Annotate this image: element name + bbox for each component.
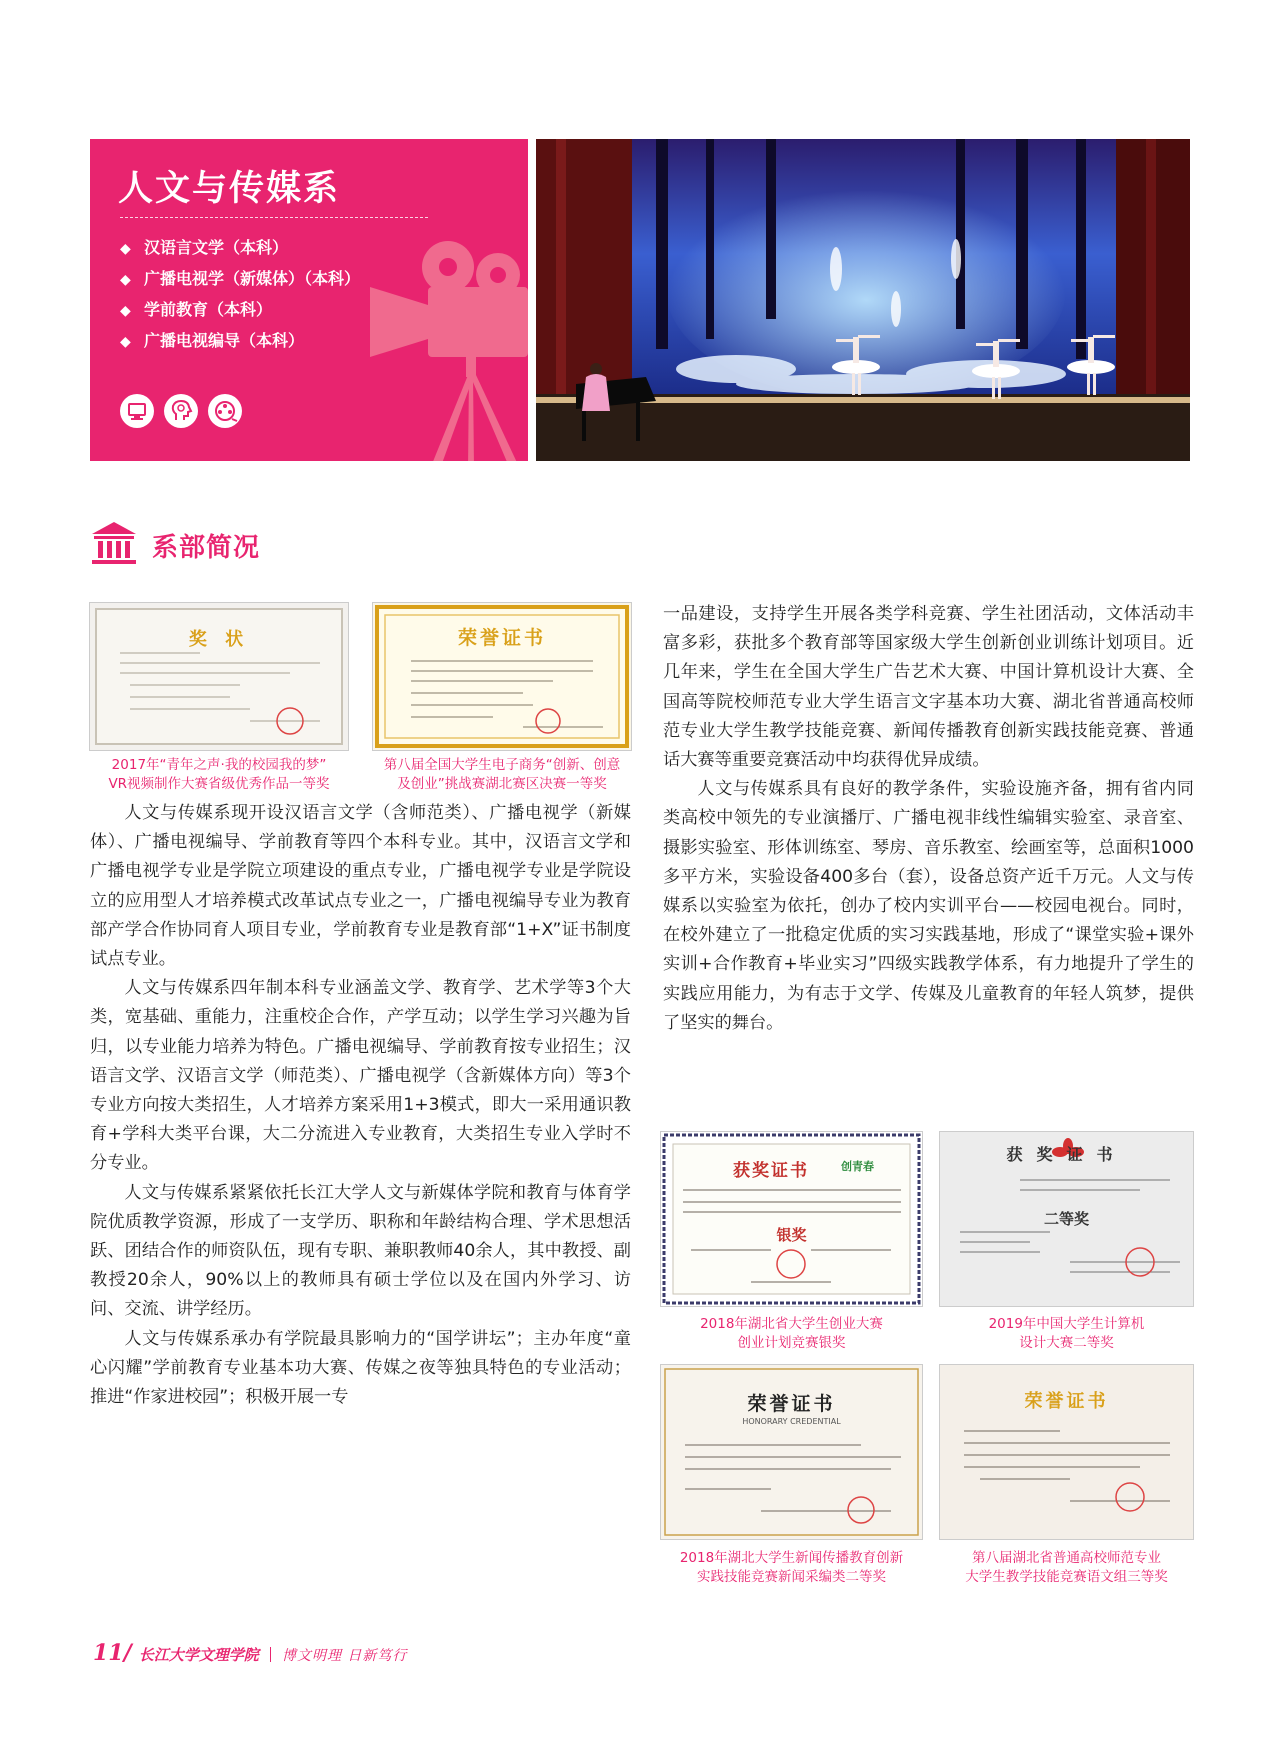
diamond-bullet-icon: ◆ bbox=[120, 272, 131, 288]
caption-line: 第八届湖北省普通高校师范专业 bbox=[972, 1550, 1161, 1566]
brand-badge: 创青春 bbox=[841, 1160, 874, 1173]
page-number: 11/ bbox=[93, 1640, 132, 1666]
certificate-subheading: HONORARY CREDENTIAL bbox=[742, 1417, 841, 1426]
film-camera-icon bbox=[370, 239, 528, 461]
caption-line: 设计大赛二等奖 bbox=[1019, 1335, 1114, 1351]
stage-performance-photo bbox=[536, 139, 1190, 461]
certificate-heading: 获奖证书 bbox=[1006, 1145, 1127, 1164]
school-motto: 博文明理 日新笃行 bbox=[281, 1648, 408, 1664]
certificate-caption bbox=[362, 756, 642, 794]
school-name: 长江大学文理学院 bbox=[138, 1646, 259, 1664]
certificate-image bbox=[661, 1365, 922, 1539]
department-banner bbox=[90, 139, 1190, 461]
certificate-image bbox=[940, 1365, 1193, 1539]
certificate-image bbox=[940, 1132, 1193, 1306]
major-item bbox=[120, 325, 360, 356]
title-divider bbox=[120, 217, 428, 218]
certificate-caption bbox=[928, 1315, 1205, 1353]
film-reel-icon bbox=[208, 394, 242, 428]
major-label: 学前教育（本科） bbox=[144, 300, 273, 319]
body-paragraph: 人文与传媒系紧紧依托长江大学人文与新媒体学院和教育与体育学院优质教学资源，形成了一支学历、职称和年龄结构合理、学术思想活跃、团结合作的师资队伍，现有专职、兼职教师40余人，其中教授、副教授20余人，90%以上的教师具有硕士学位以及在国内外学习、访问、交流、讲学经历。 bbox=[90, 1182, 631, 1320]
diamond-bullet-icon: ◆ bbox=[120, 334, 131, 350]
certificate-caption bbox=[80, 756, 358, 794]
caption-line: 2018年湖北大学生新闻传播教育创新 bbox=[679, 1550, 904, 1566]
major-label: 广播电视学（新媒体）（本科） bbox=[144, 269, 361, 288]
caption-line: 2017年“青年之声·我的校园我的梦” bbox=[111, 757, 327, 773]
certificate-caption bbox=[928, 1549, 1205, 1587]
major-list bbox=[120, 232, 360, 356]
major-label: 汉语言文学（本科） bbox=[144, 238, 289, 257]
major-item bbox=[120, 294, 360, 325]
certificate-heading: 荣誉证书 bbox=[1024, 1391, 1109, 1412]
caption-line: 创业计划竞赛银奖 bbox=[737, 1335, 846, 1351]
prize-label: 银奖 bbox=[776, 1226, 807, 1244]
body-paragraph: 人文与传媒系承办有学院最具影响力的“国学讲坛”；主办年度“童心闪耀”学前教育专业基本功大赛、传媒之夜等独具特色的专业活动；推进“作家进校园”；积极开展一专 bbox=[90, 1328, 631, 1408]
major-label: 广播电视编导（本科） bbox=[144, 331, 305, 350]
body-right-column bbox=[663, 600, 1194, 1038]
major-item bbox=[120, 263, 360, 294]
page-footer bbox=[93, 1640, 407, 1670]
caption-line: 及创业”挑战赛湖北赛区决赛一等奖 bbox=[397, 776, 607, 792]
body-paragraph: 人文与传媒系现开设汉语言文学（含师范类）、广播电视学（新媒体）、广播电视编导、学前教育等四个本科专业。其中，汉语言文学和广播电视学专业是学院立项建设的重点专业，广播电视学专业是学院设立的应用型人才培养模式改革试点专业之一，广播电视编导专业为教育部产学合作协同育人项目专业，学前教育专业是教育部“1+X”证书制度试点专业。 bbox=[90, 803, 631, 970]
certificate-heading: 获奖证书 bbox=[733, 1161, 809, 1181]
major-item bbox=[120, 232, 360, 263]
certificate-image bbox=[90, 603, 348, 750]
certificate-caption bbox=[655, 1315, 928, 1353]
body-paragraph: 人文与传媒系四年制本科专业涵盖文学、教育学、艺术学等3个大类，宽基础、重能力，注重校企合作，产学互动；以学生学习兴趣为旨归，以专业能力培养为特色。广播电视编导、学前教育按专业招生；汉语言文学、汉语言文学（师范类）、广播电视学（含新媒体方向）等3个专业方向按大类招生，人才培养方案采用1+3模式，即大一采用通识教育+学科大类平台课，大二分流进入专业教育，大类招生专业入学时不分专业。 bbox=[90, 978, 631, 1174]
caption-line: VR视频制作大赛省级优秀作品一等奖 bbox=[108, 776, 330, 792]
head-bulb-icon bbox=[164, 394, 198, 428]
certificate-caption bbox=[655, 1549, 928, 1587]
certificate-heading: 奖 状 bbox=[188, 629, 250, 650]
caption-line: 实践技能竞赛新闻采编类二等奖 bbox=[697, 1569, 886, 1585]
body-paragraph: 一品建设，支持学生开展各类学科竞赛、学生社团活动，文体活动丰富多彩，获批多个教育部等国家级大学生创新创业训练计划项目。近几年来，学生在全国大学生广告艺术大赛、中国计算机设计大赛、全国高等院校师范专业大学生语言文字基本功大赛、湖北省普通高校师范专业大学生教学技能竞赛、新闻传播教育创新实践技能竞赛、普通话大赛等重要竞赛活动中均获得优异成绩。 bbox=[663, 604, 1194, 771]
diamond-bullet-icon: ◆ bbox=[120, 303, 131, 319]
certificate-heading: 荣誉证书 bbox=[457, 627, 546, 649]
body-paragraph: 人文与传媒系具有良好的教学条件，实验设施齐备，拥有省内同类高校中领先的专业演播厅、广播电视非线性编辑实验室、录音室、摄影实验室、形体训练室、琴房、音乐教室、绘画室等，总面积1000多平方米，实验设备400多台（套），设备总资产近千万元。人文与传媒系以实验室为依托，创办了校内实训平台——校园电视台。同时，在校外建立了一批稳定优质的实习实践基地，形成了“课堂实验+课外实训+合作教育+毕业实习”四级实践教学体系，有力地提升了学生的实践应用能力，为有志于文学、传媒及儿童教育的年轻人筑梦，提供了坚实的舞台。 bbox=[663, 779, 1194, 1033]
title-panel bbox=[90, 139, 528, 461]
building-columns-icon bbox=[90, 520, 138, 566]
section-title: 系部简况 bbox=[152, 533, 261, 563]
footer-divider bbox=[270, 1647, 271, 1662]
monitor-icon bbox=[120, 394, 154, 428]
certificate-image bbox=[661, 1132, 922, 1306]
caption-line: 大学生教学技能竞赛语文组三等奖 bbox=[965, 1569, 1168, 1585]
diamond-bullet-icon: ◆ bbox=[120, 241, 131, 257]
department-title: 人文与传媒系 bbox=[118, 168, 341, 209]
certificate-heading: 荣誉证书 bbox=[747, 1393, 836, 1415]
caption-line: 2019年中国大学生计算机 bbox=[988, 1316, 1145, 1332]
caption-line: 2018年湖北省大学生创业大赛 bbox=[700, 1316, 883, 1332]
banner-divider bbox=[528, 139, 536, 461]
caption-line: 第八届全国大学生电子商务“创新、创意 bbox=[383, 757, 621, 773]
prize-label: 二等奖 bbox=[1043, 1210, 1089, 1228]
certificate-image bbox=[373, 603, 631, 750]
body-left-column bbox=[90, 799, 631, 1412]
